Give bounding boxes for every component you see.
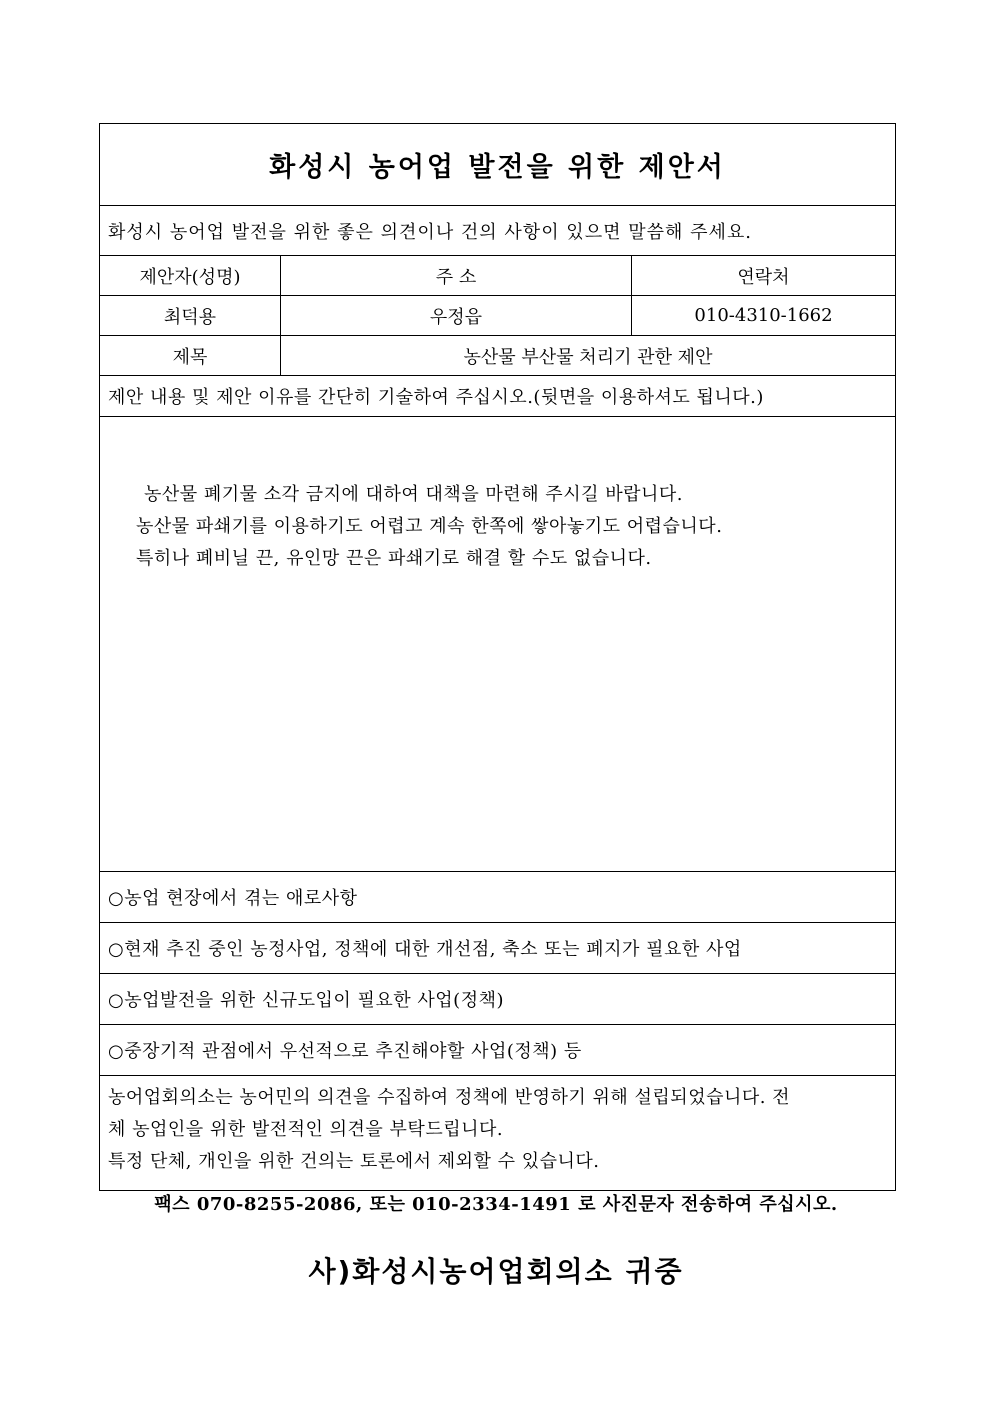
form-footer-note xyxy=(100,1076,895,1190)
content-line: 농산물 폐기물 소각 금지에 대하여 대책을 마련해 주시길 바랍니다. xyxy=(144,484,683,505)
subject-field[interactable]: 농산물 부산물 처리기 관한 제안 xyxy=(463,346,713,368)
proposer-field[interactable]: 최덕용 xyxy=(100,296,281,335)
header-row xyxy=(100,256,895,296)
proposer-header: 제안자(성명) xyxy=(100,256,281,295)
form-title: 화성시 농어업 발전을 위한 제안서 xyxy=(100,124,895,206)
content-line: 농산물 파쇄기를 이용하기도 어렵고 계속 한쪽에 쌓아놓기도 어렵습니다. xyxy=(136,516,723,537)
form-intro: 화성시 농어업 발전을 위한 좋은 의견이나 건의 사항이 있으면 말씀해 주세요. xyxy=(100,206,895,256)
guide-item: ○농업발전을 위한 신규도입이 필요한 사업(정책) xyxy=(100,974,895,1025)
guide-item: ○현재 추진 중인 농정사업, 정책에 대한 개선점, 축소 또는 폐지가 필요한 사업 xyxy=(100,923,895,974)
footer-line: 특정 단체, 개인을 위한 건의는 토론에서 제외할 수 있습니다. xyxy=(108,1151,600,1172)
recipient-signature: 사)화성시농어업회의소 귀중 xyxy=(308,1255,684,1288)
content-line: 특히나 폐비닐 끈, 유인망 끈은 파쇄기로 해결 할 수도 없습니다. xyxy=(136,548,652,569)
address-field[interactable]: 우정읍 xyxy=(281,296,632,335)
guide-item: ○농업 현장에서 겪는 애로사항 xyxy=(100,872,895,923)
proposal-content-field[interactable] xyxy=(100,417,895,872)
footer-line: 농어업회의소는 농어민의 의견을 수집하여 정책에 반영하기 위해 설립되었습니다. 전 xyxy=(108,1087,791,1108)
contact-header: 연락처 xyxy=(737,266,790,288)
instruction-text: 제안 내용 및 제안 이유를 간단히 기술하여 주십시오.(뒷면을 이용하셔도 됩니다.) xyxy=(100,376,895,417)
address-header: 주 소 xyxy=(281,256,632,295)
contact-field[interactable]: 010-4310-1662 xyxy=(694,305,833,326)
footer-line: 체 농업인을 위한 발전적인 의견을 부탁드립니다. xyxy=(108,1119,504,1140)
subject-row xyxy=(100,336,895,376)
value-row xyxy=(100,296,895,336)
fax-notice: 팩스 070-8255-2086, 또는 010-2334-1491 로 사진문자 전송하여 주십시오. xyxy=(154,1194,838,1215)
guide-item: ○중장기적 관점에서 우선적으로 추진해야할 사업(정책) 등 xyxy=(100,1025,895,1076)
subject-label: 제목 xyxy=(100,336,281,375)
proposal-form xyxy=(99,123,896,1191)
